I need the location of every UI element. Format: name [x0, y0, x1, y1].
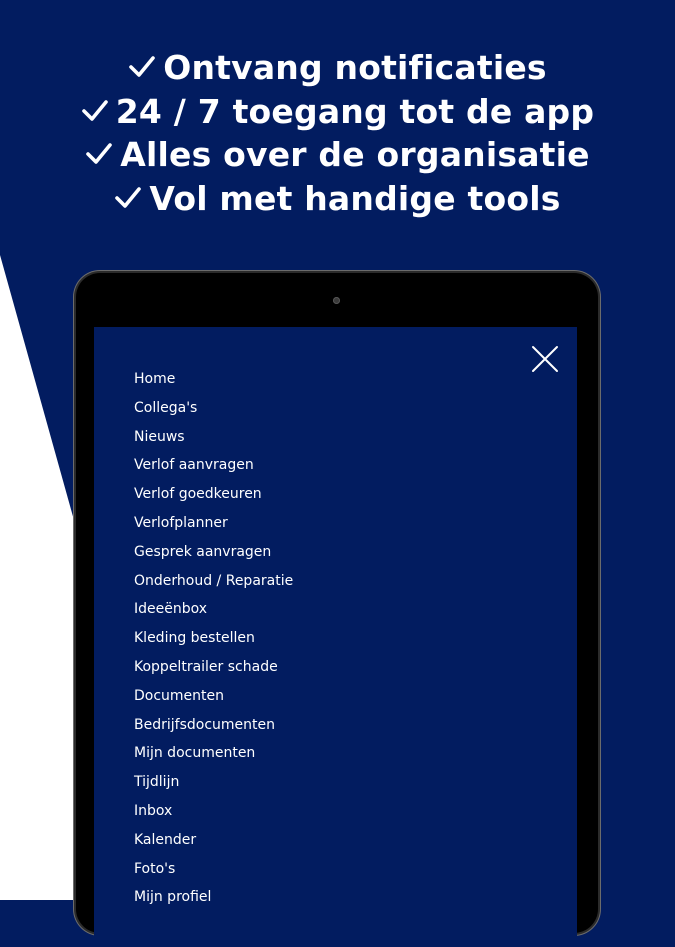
menu-item-home[interactable]: Home — [134, 371, 176, 387]
menu-item-mijn-profiel[interactable]: Mijn profiel — [134, 889, 212, 906]
menu-item-inbox[interactable]: Inbox — [134, 802, 173, 819]
tablet-device — [76, 273, 598, 933]
menu-item-verlof-aanvragen[interactable]: Verlof aanvragen — [134, 457, 254, 474]
check-icon — [114, 186, 142, 210]
menu-item-nieuws[interactable]: Nieuws — [134, 428, 185, 445]
camera-lens — [333, 297, 340, 304]
promo-line — [0, 90, 675, 134]
promo-line-text: Ontvang notificaties — [163, 48, 547, 87]
menu-item-fotos[interactable]: Foto's — [134, 860, 176, 877]
menu-item-ideeenbox[interactable]: Ideeënbox — [134, 601, 208, 618]
close-icon — [531, 345, 559, 373]
menu-item-kleding-bestellen[interactable]: Kleding bestellen — [134, 630, 255, 647]
menu-item-documenten[interactable]: Documenten — [134, 687, 225, 704]
check-icon — [128, 55, 156, 79]
promo-line — [0, 46, 675, 90]
promo-line-text: Alles over de organisatie — [120, 135, 590, 174]
promo-line-text: 24 / 7 toegang tot de app — [115, 91, 595, 131]
navigation-menu — [134, 365, 293, 912]
promo-line-text: Vol met handige tools — [149, 178, 561, 218]
menu-item-kalender[interactable]: Kalender — [134, 831, 197, 848]
menu-item-tijdlijn[interactable]: Tijdlijn — [134, 774, 180, 791]
menu-item-bedrijfsdocumenten[interactable]: Bedrijfsdocumenten — [134, 716, 275, 733]
menu-item-collegas[interactable]: Collega's — [134, 399, 198, 416]
menu-item-verlofplanner[interactable]: Verlofplanner — [134, 514, 228, 531]
menu-item-koppeltrailer-schade[interactable]: Koppeltrailer schade — [134, 658, 278, 675]
check-icon — [81, 99, 109, 123]
menu-item-verlof-goedkeuren[interactable]: Verlof goedkeuren — [134, 486, 262, 503]
promo-line — [0, 133, 675, 177]
menu-item-onderhoud-reparatie[interactable]: Onderhoud / Reparatie — [134, 572, 294, 589]
app-screen — [94, 327, 577, 947]
check-icon — [85, 142, 113, 166]
menu-item-gesprek-aanvragen[interactable]: Gesprek aanvragen — [134, 543, 272, 560]
promo-line — [0, 177, 675, 221]
menu-item-mijn-documenten[interactable]: Mijn documenten — [134, 745, 256, 762]
promo-headline — [0, 46, 675, 220]
close-menu-button[interactable] — [531, 345, 559, 373]
